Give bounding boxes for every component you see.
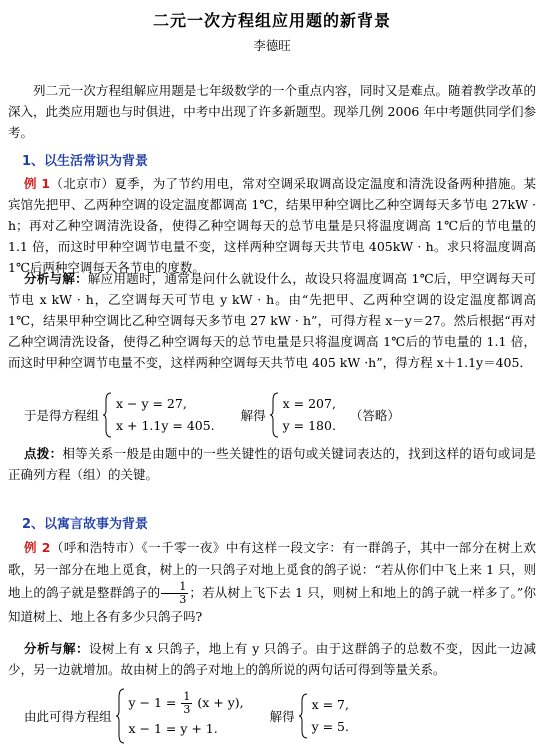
brace-icon <box>299 693 308 739</box>
system-1-equations <box>116 393 215 437</box>
solve-2-label: 解得 <box>269 709 295 724</box>
tip-label: 点拨： <box>24 446 63 461</box>
equation-system-1 <box>24 392 400 438</box>
example-2-text-b: ；若从树上飞下去 1 只，则树上和地上的鸽子就一样多了。”你知道树上、地上各有多少只鸽子吗? <box>8 585 536 624</box>
analysis-1-paragraph <box>8 268 536 373</box>
document-title: 二元一次方程组应用题的新背景 <box>152 11 391 30</box>
system-1-prefix: 于是得方程组 <box>24 408 100 423</box>
analysis-2-paragraph <box>8 638 536 680</box>
solution-1-y: y = 180. <box>282 418 336 433</box>
system-2-equations <box>128 690 243 742</box>
brace-icon <box>103 392 112 438</box>
solution-1 <box>283 393 336 437</box>
answer-note: （答略） <box>349 408 400 423</box>
solution-2-y: y = 5. <box>311 719 349 734</box>
solution-2 <box>312 694 349 738</box>
section-2-heading: 2、以寓言故事为背景 <box>22 517 149 532</box>
system-2-eq2: x − 1 = y + 1. <box>128 721 218 736</box>
system-2-prefix: 由此可得方程组 <box>24 709 112 724</box>
analysis-2-text: 设树上有 x 只鸽子，地上有 y 只鸽子。由于这群鸽子的总数不变，因此一边减少，另一边就增加。故由树上的鸽子对地上的鸽所说的两句话可得到等量关系。 <box>8 641 536 677</box>
intro-paragraph: 列二元一次方程组解应用题是七年级数学的一个重点内容，同时又是难点。随着教学改革的深入，此类应用题也与时俱进，中考中出现了许多新题型。现举几例 2006 年中考题供同学们参考。 <box>8 83 536 140</box>
example-1-text: （北京市）夏季，为了节约用电，常对空调采取调高设定温度和清洗设备两种措施。某宾馆先把甲、乙两种空调的设定温度都调高 1℃，结果甲种空调比乙种空调每天多节电 27kW · h；再对乙种空调清洗设备，使得乙种空调每天的总节电量是只将温度调高 1℃后的节电量的 1.1 倍，而这时甲种空调节电量不变，这样两种空调每天共节电 405kW · h。求只将温度调高 1℃后两种空调每天各节电的度数。 <box>8 176 536 275</box>
tip-text: 相等关系一般是由题中的一些关键性的语句或关键词表达的，找到这样的语句或词是正确列方程（组）的关键。 <box>8 446 536 482</box>
solve-1-label: 解得 <box>240 408 266 423</box>
fraction-one-third: $\frac{1}{3}$ <box>183 690 191 716</box>
system-2-eq1: y − 1 = $\frac{1}{3}$ (x + y), <box>128 690 244 716</box>
analysis-2-label: 分析与解： <box>24 641 89 656</box>
equation-system-2 <box>24 688 349 744</box>
solution-2-x: x = 7, <box>311 697 349 712</box>
solution-1-x: x = 207, <box>282 396 336 411</box>
brace-icon <box>116 688 125 744</box>
author-name: 李德旺 <box>253 38 291 53</box>
system-1-eq2: x + 1.1y = 405. <box>115 418 215 433</box>
example-2-text-a: （呼和浩特市）《一千零一夜》中有这样一段文字：有一群鸽子，其中一部分在树上欢歌，另一部分在地上觅食，树上的一只鸽子对地上觅食的鸽子说：“若从你们中飞上来 1 只，则地上的鸽子就是整群鸽子的 <box>8 540 536 600</box>
example-2-label: 例 2 <box>24 540 51 555</box>
example-1-label: 例 1 <box>24 176 51 191</box>
analysis-1-text: 解应用题时，通常是问什么就设什么，故设只将温度调高 1℃后，甲空调每天可节电 x kW · h，乙空调每天可节电 y kW · h。由“先把甲、乙两种空调的设定温度都调高 1℃，结果甲种空调比乙种空调每天多节电 27 kW · h”，可得方程 x－y＝27。然后根据“再对乙种空调清洗设备，使得乙种空调每天的总节电量是只将温度调高 1℃后的节电量的 1.1 倍，而这时甲种空调节电量不变，这样两种空调每天共节电 405 kW ·h”，得方程 x＋1.1y＝405． <box>8 271 536 370</box>
brace-icon <box>270 392 279 438</box>
example-2-paragraph <box>8 537 536 628</box>
example-1-paragraph <box>8 173 536 278</box>
fraction-one-third: $\frac{1}{3}$ <box>161 581 188 606</box>
tip-paragraph <box>8 443 536 485</box>
system-1-eq1: x − y = 27, <box>115 396 187 411</box>
analysis-1-label: 分析与解： <box>24 271 88 286</box>
section-1-heading: 1、以生活常识为背景 <box>22 154 149 169</box>
